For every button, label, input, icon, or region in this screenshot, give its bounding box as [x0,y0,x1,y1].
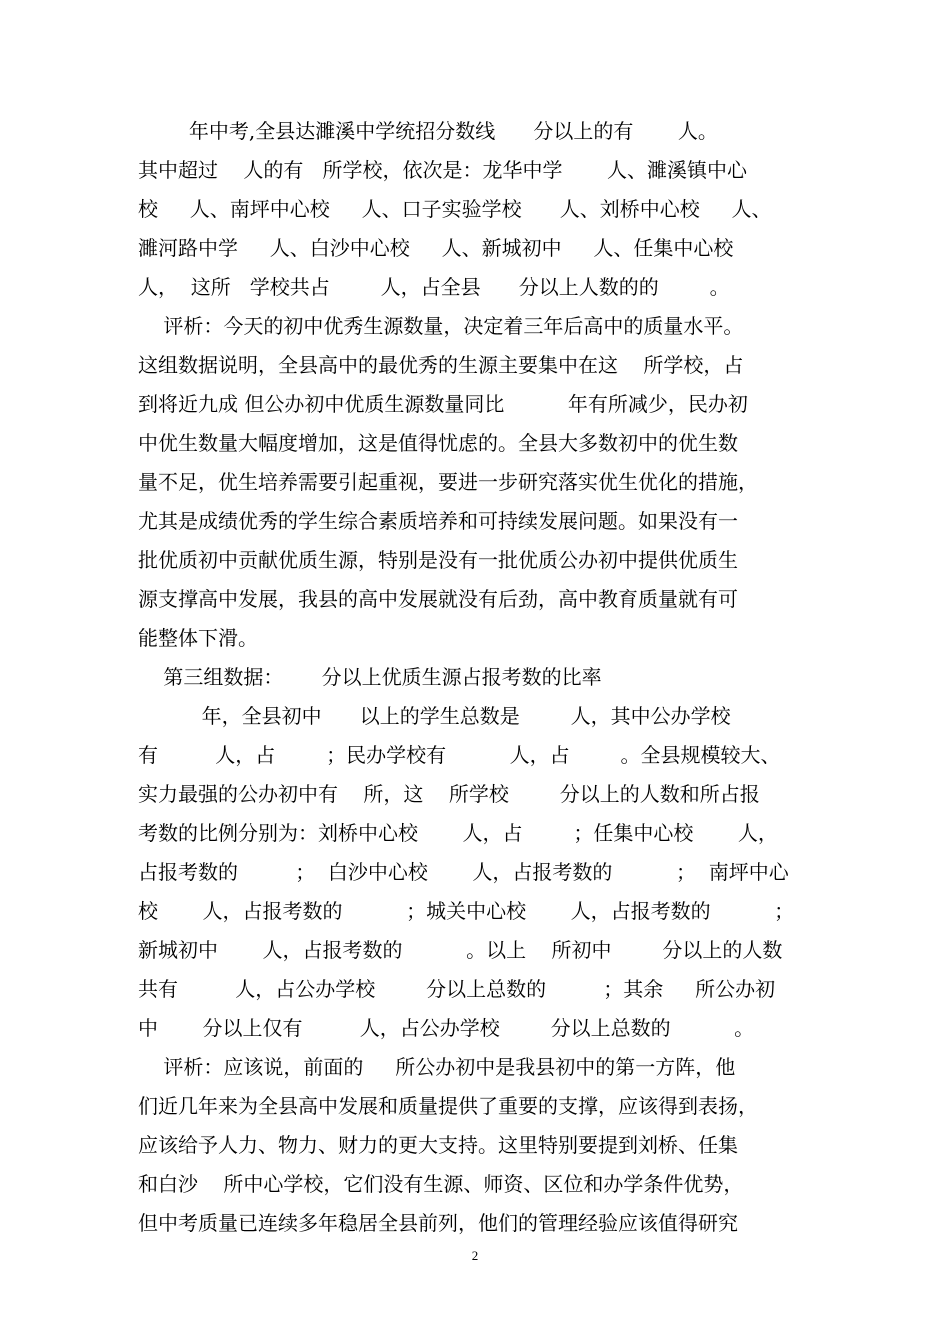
text-line: 年中考,全县达濉溪中学统招分数线 分以上的有 人。 [138,119,718,143]
text-line: 共有 人，占公办学校 分以上总数的 ；其余 所公办初 [138,977,776,1001]
text-line: 考数的比例分别为：刘桥中心校 人，占 ；任集中心校 人， [138,821,778,845]
text-line: 校 人，占报考数的 ；城关中心校 人，占报考数的 ； [138,899,795,923]
text-line: 这组数据说明，全县高中的最优秀的生源主要集中在这 所学校，占 [138,353,744,377]
text-line: 中优生数量大幅度增加，这是值得忧虑的。全县大多数初中的优生数 [138,431,738,455]
text-line: 人， 这所 学校共占 人，占全县 分以上人数的的 。 [138,275,730,299]
text-line: 评析：今天的初中优秀生源数量，决定着三年后高中的质量水平。 [138,314,744,338]
text-line: 和白沙 所中心学校，它们没有生源、师资、区位和办学条件优势， [138,1172,744,1196]
text-line: 濉河路中学 人、白沙中心校 人、新城初中 人、任集中心校 [138,236,734,260]
text-line: 其中超过 人的有 所学校，依次是：龙华中学 人、濉溪镇中心 [138,158,748,182]
text-line: 有 人，占 ；民办学校有 人，占 。全县规模较大、 [138,743,781,767]
section-heading: 第三组数据： 分以上优质生源占报考数的比率 [138,665,602,689]
text-line: 占报考数的 ； 白沙中心校 人，占报考数的 ； 南坪中心 [138,860,789,884]
text-line: 尤其是成绩优秀的学生综合素质培养和可持续发展问题。如果没有一 [138,509,738,533]
text-line: 应该给予人力、物力、财力的更大支持。这里特别要提到刘桥、任集 [138,1133,738,1157]
text-line: 中 分以上仅有 人，占公办学校 分以上总数的 。 [138,1016,755,1040]
text-line: 实力最强的公办初中有 所，这 所学校 分以上的人数和所占报 [138,782,760,806]
text-line: 到将近九成 但公办初中优质生源数量同比 年有所减少，民办初 [138,392,748,416]
text-line: 批优质初中贡献优质生源，特别是没有一批优质公办初中提供优质生 [138,548,738,572]
text-line: 能整体下滑。 [138,626,258,650]
text-line: 校 人、南坪中心校 人、口子实验学校 人、刘桥中心校 人、 [138,197,772,221]
text-line: 年，全县初中 以上的学生总数是 人，其中公办学校 [138,704,731,728]
text-line: 新城初中 人，占报考数的 。以上 所初中 分以上的人数 [138,938,783,962]
text-line: 们近几年来为全县高中发展和质量提供了重要的支撑，应该得到表扬， [138,1094,758,1118]
text-line: 源支撑高中发展，我县的高中发展就没有后劲，高中教育质量就有可 [138,587,738,611]
text-line: 评析：应该说，前面的 所公办初中是我县初中的第一方阵，他 [138,1055,736,1079]
page-number: 2 [471,1248,479,1263]
text-line: 但中考质量已连续多年稳居全县前列，他们的管理经验应该值得研究 [138,1211,738,1235]
text-line: 量不足，优生培养需要引起重视，要进一步研究落实优生优化的措施， [138,470,758,494]
